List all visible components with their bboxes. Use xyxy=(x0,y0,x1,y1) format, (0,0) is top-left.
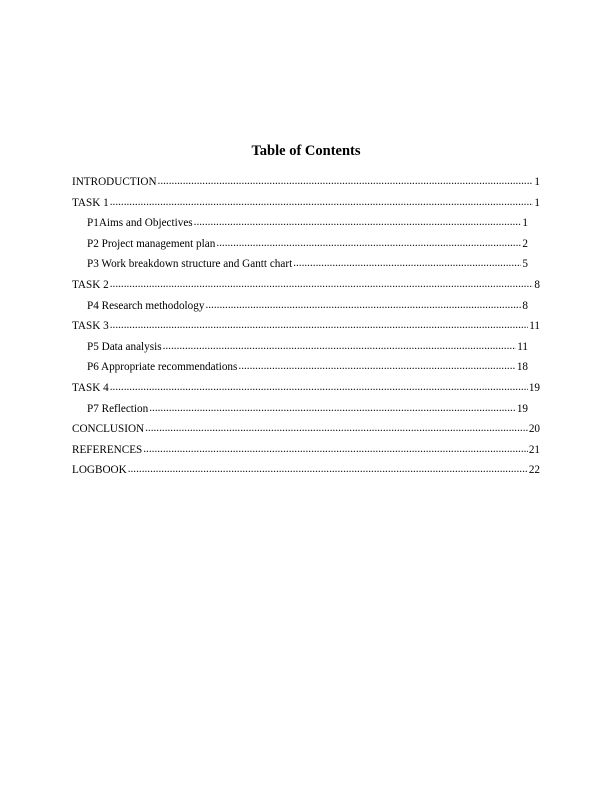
toc-entry-label: TASK 4 xyxy=(72,381,109,394)
toc-leader-dots xyxy=(143,439,528,460)
toc-leader-dots xyxy=(163,336,517,357)
toc-entry-label: P4 Research methodology xyxy=(87,299,205,312)
toc-leader-dots xyxy=(216,233,521,254)
toc-entry-page: 11 xyxy=(517,340,528,353)
toc-entry-page: 8 xyxy=(534,278,540,291)
toc-entry-label: P7 Reflection xyxy=(87,402,149,415)
toc-entry-page: 11 xyxy=(529,320,540,333)
toc-entry-p4-research-methodology[interactable] xyxy=(87,296,528,317)
toc-entry-conclusion[interactable] xyxy=(72,419,540,440)
toc-leader-dots xyxy=(128,459,528,480)
toc-entry-label: INTRODUCTION xyxy=(72,176,157,188)
toc-leader-dots xyxy=(158,171,534,192)
toc-entry-p2-project-management-plan[interactable] xyxy=(87,234,528,255)
toc-entry-label: TASK 1 xyxy=(72,196,109,209)
toc-entry-page: 19 xyxy=(528,381,540,394)
toc-entry-label: TASK 2 xyxy=(72,278,109,291)
toc-entry-label: P5 Data analysis xyxy=(87,340,162,353)
toc-entry-page: 22 xyxy=(528,464,540,477)
toc-entry-task-2[interactable] xyxy=(72,275,540,296)
toc-entry-label: REFERENCES xyxy=(72,443,143,456)
toc-entry-page: 1 xyxy=(522,217,528,230)
toc-leader-dots xyxy=(145,418,528,439)
toc-leader-dots xyxy=(293,253,521,274)
toc-entry-logbook[interactable] xyxy=(72,460,540,481)
toc-leader-dots xyxy=(110,274,534,295)
toc-leader-dots xyxy=(194,212,522,233)
toc-entry-page: 21 xyxy=(528,443,540,456)
toc-entry-page: 1 xyxy=(534,176,540,188)
toc-entry-label: P1Aims and Objectives xyxy=(87,217,193,230)
toc-entry-page: 2 xyxy=(522,237,528,250)
toc-entry-page: 19 xyxy=(516,402,528,415)
toc-entry-page: 8 xyxy=(522,299,528,312)
toc-entry-introduction[interactable] xyxy=(72,172,540,193)
toc-entry-task-1[interactable] xyxy=(72,193,540,214)
toc-entry-label: P3 Work breakdown structure and Gantt chart xyxy=(87,258,293,271)
toc-entry-page: 5 xyxy=(522,258,528,271)
toc-entry-page: 1 xyxy=(534,196,540,209)
toc-entry-page: 20 xyxy=(528,423,540,436)
toc-entry-p5-data-analysis[interactable] xyxy=(87,337,528,358)
toc-leader-dots xyxy=(205,295,521,316)
toc-entry-label: P6 Appropriate recommendations xyxy=(87,361,238,374)
toc-entry-label: CONCLUSION xyxy=(72,423,145,436)
toc-entry-label: LOGBOOK xyxy=(72,464,127,477)
toc-entry-p1-aims-and-objectives[interactable] xyxy=(87,213,528,234)
toc-entry-p7-reflection[interactable] xyxy=(87,399,528,420)
toc-entry-references[interactable] xyxy=(72,440,540,461)
toc-entry-task-4[interactable] xyxy=(72,378,540,399)
toc-entry-p3-work-breakdown-structure[interactable] xyxy=(87,254,528,275)
toc-entry-page: 18 xyxy=(516,361,528,374)
toc-entry-label: TASK 3 xyxy=(72,320,109,333)
toc-leader-dots xyxy=(149,398,516,419)
toc-entry-label: P2 Project management plan xyxy=(87,237,216,250)
toc-leader-dots xyxy=(110,315,529,336)
toc-entry-task-3[interactable] xyxy=(72,316,540,337)
toc-title: Table of Contents xyxy=(251,143,361,159)
toc-leader-dots xyxy=(238,356,515,377)
table-of-contents xyxy=(72,172,542,481)
toc-entry-p6-appropriate-recommendations[interactable] xyxy=(87,357,528,378)
toc-leader-dots xyxy=(110,192,534,213)
toc-leader-dots xyxy=(110,377,528,398)
